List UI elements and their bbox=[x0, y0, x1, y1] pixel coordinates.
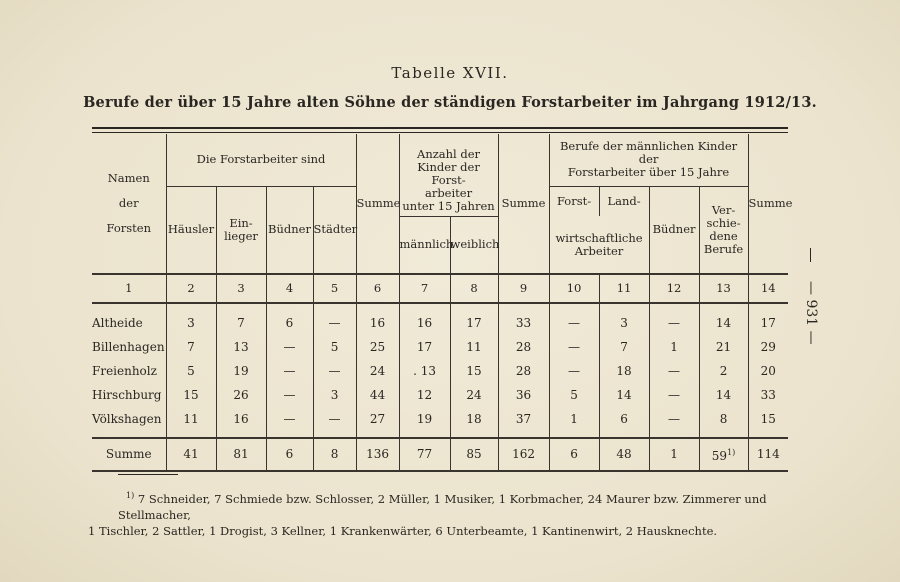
cell: 13 bbox=[216, 335, 266, 359]
cell: 20 bbox=[748, 359, 788, 383]
col-number: 13 bbox=[699, 274, 748, 303]
header-wirtschaftliche-arbeiter: wirtschaftliche Arbeiter bbox=[549, 216, 649, 274]
cell: 12 bbox=[399, 383, 450, 407]
cell: 24 bbox=[450, 383, 498, 407]
cell: 6 bbox=[599, 407, 649, 431]
total-cell-footnoted: 59$^{1)}$ bbox=[699, 438, 748, 471]
col-number: 11 bbox=[599, 274, 649, 303]
top-rule-thin bbox=[92, 132, 788, 133]
cell: 24 bbox=[356, 359, 399, 383]
cell: 2 bbox=[699, 359, 748, 383]
col-number: 8 bbox=[450, 274, 498, 303]
total-cell: 85 bbox=[450, 438, 498, 471]
cell: — bbox=[313, 359, 356, 383]
cell: — bbox=[549, 311, 599, 335]
col-number: 3 bbox=[216, 274, 266, 303]
cell: 17 bbox=[399, 335, 450, 359]
cell: 27 bbox=[356, 407, 399, 431]
cell: — bbox=[313, 407, 356, 431]
header-forstarbeiter-sind: Die Forstarbeiter sind bbox=[166, 134, 356, 186]
cell: 14 bbox=[599, 383, 649, 407]
forest-name: Völkshagen bbox=[92, 411, 162, 426]
top-rule-thick bbox=[92, 127, 788, 129]
column-number-row bbox=[92, 274, 788, 303]
cell: 16 bbox=[399, 311, 450, 335]
col-number: 14 bbox=[748, 274, 788, 303]
total-cell: 77 bbox=[399, 438, 450, 471]
forest-name: Altheide bbox=[92, 315, 143, 330]
total-cell: 162 bbox=[498, 438, 549, 471]
cell: — bbox=[266, 359, 313, 383]
cell: 8 bbox=[699, 407, 748, 431]
table-row bbox=[92, 407, 788, 431]
total-cell: 6 bbox=[266, 438, 313, 471]
cell: . 13 bbox=[399, 359, 450, 383]
cell: 18 bbox=[599, 359, 649, 383]
header-berufe: Berufe der männlichen Kinder der Forstarbeiter über 15 Jahre bbox=[549, 134, 748, 186]
total-cell: 81 bbox=[216, 438, 266, 471]
cell: 15 bbox=[748, 407, 788, 431]
cell: — bbox=[266, 383, 313, 407]
header-anzahl-kinder: Anzahl der Kinder der Forst- arbeiter unter 15 Jahren bbox=[399, 134, 498, 216]
cell: 5 bbox=[549, 383, 599, 407]
cell: 37 bbox=[498, 407, 549, 431]
cell: 11 bbox=[166, 407, 216, 431]
cell: — bbox=[313, 311, 356, 335]
total-cell: 48 bbox=[599, 438, 649, 471]
cell: 16 bbox=[216, 407, 266, 431]
col-number: 12 bbox=[649, 274, 699, 303]
header-summe-1: Summe bbox=[356, 134, 399, 274]
col-number: 4 bbox=[266, 274, 313, 303]
header-verschiedene-berufe: Ver- schie- dene Berufe bbox=[699, 186, 748, 274]
cell: 3 bbox=[166, 311, 216, 335]
total-row bbox=[92, 438, 788, 471]
cell: — bbox=[649, 383, 699, 407]
col-number: 9 bbox=[498, 274, 549, 303]
total-cell: 41 bbox=[166, 438, 216, 471]
header-forst: Forst- bbox=[549, 186, 599, 216]
total-cell: 1 bbox=[649, 438, 699, 471]
header-staedter: Städter bbox=[313, 186, 356, 274]
table-title: Tabelle XVII. bbox=[391, 64, 509, 82]
cell: — bbox=[549, 335, 599, 359]
cell: 1 bbox=[549, 407, 599, 431]
cell: — bbox=[266, 335, 313, 359]
cell: — bbox=[649, 311, 699, 335]
cell: 3 bbox=[313, 383, 356, 407]
total-label: Summe bbox=[92, 438, 166, 471]
cell: 3 bbox=[599, 311, 649, 335]
header-maennlich: männlich bbox=[399, 216, 450, 274]
cell: 29 bbox=[748, 335, 788, 359]
total-cell: 6 bbox=[549, 438, 599, 471]
header-einlieger: Ein- lieger bbox=[216, 186, 266, 274]
cell: 17 bbox=[748, 311, 788, 335]
cell: 7 bbox=[599, 335, 649, 359]
cell: 19 bbox=[216, 359, 266, 383]
footnote-line-1: 7 Schneider, 7 Schmiede bzw. Schlosser, 2 Müller, 1 Musiker, 1 Korbmacher, 24 Maurer bzw. Zimmerer und Stellmacher, bbox=[118, 491, 767, 522]
table-row bbox=[92, 383, 788, 407]
forest-name: Billenhagen bbox=[92, 339, 165, 354]
footnote bbox=[88, 488, 798, 539]
cell: — bbox=[266, 407, 313, 431]
cell: — bbox=[649, 407, 699, 431]
col-number: 10 bbox=[549, 274, 599, 303]
cell: 19 bbox=[399, 407, 450, 431]
header-namen: Namen der Forsten bbox=[92, 134, 166, 274]
cell: 33 bbox=[498, 311, 549, 335]
side-page-number: — 931 — bbox=[803, 281, 819, 345]
cell: — bbox=[649, 359, 699, 383]
forest-name: Freienholz bbox=[92, 363, 157, 378]
cell: 17 bbox=[450, 311, 498, 335]
header-summe-3: Summe bbox=[748, 134, 788, 274]
cell: 28 bbox=[498, 335, 549, 359]
col-number: 1 bbox=[92, 274, 166, 303]
cell: 25 bbox=[356, 335, 399, 359]
header-haeusler: Häusler bbox=[166, 186, 216, 274]
table-subtitle: Berufe der über 15 Jahre alten Söhne der ständigen Forstarbeiter im Jahrgang 1912/13. bbox=[83, 94, 817, 111]
forest-name: Hirschburg bbox=[92, 387, 162, 402]
cell: 7 bbox=[216, 311, 266, 335]
cell: 7 bbox=[166, 335, 216, 359]
cell: 15 bbox=[450, 359, 498, 383]
header-buedner-2: Büdner bbox=[649, 186, 699, 274]
cell: 6 bbox=[266, 311, 313, 335]
table-row bbox=[92, 359, 788, 383]
cell: 5 bbox=[313, 335, 356, 359]
cell: 33 bbox=[748, 383, 788, 407]
cell: 15 bbox=[166, 383, 216, 407]
cell: 21 bbox=[699, 335, 748, 359]
cell: 16 bbox=[356, 311, 399, 335]
cell: 44 bbox=[356, 383, 399, 407]
cell: 14 bbox=[699, 383, 748, 407]
cell: 18 bbox=[450, 407, 498, 431]
col-number: 7 bbox=[399, 274, 450, 303]
header-summe-2: Summe bbox=[498, 134, 549, 274]
header-buedner: Büdner bbox=[266, 186, 313, 274]
header-weiblich: weiblich bbox=[450, 216, 498, 274]
col-number: 5 bbox=[313, 274, 356, 303]
cell: 11 bbox=[450, 335, 498, 359]
total-cell: 8 bbox=[313, 438, 356, 471]
occupation-table bbox=[92, 134, 793, 472]
footnote-mark: 1) bbox=[126, 491, 135, 500]
footnote-rule bbox=[118, 474, 178, 475]
footnote-line-2: 1 Tischler, 2 Sattler, 1 Drogist, 3 Kellner, 1 Krankenwärter, 6 Unterbeamte, 1 Kantinenwirt, 2 Hausknechte. bbox=[88, 523, 718, 538]
col-number: 2 bbox=[166, 274, 216, 303]
table-row bbox=[92, 335, 788, 359]
col-number: 6 bbox=[356, 274, 399, 303]
cell: 5 bbox=[166, 359, 216, 383]
cell: 14 bbox=[699, 311, 748, 335]
total-cell: 136 bbox=[356, 438, 399, 471]
table-row bbox=[92, 311, 788, 335]
header-land: Land- bbox=[599, 186, 649, 216]
cell: 28 bbox=[498, 359, 549, 383]
cell: 1 bbox=[649, 335, 699, 359]
cell: 36 bbox=[498, 383, 549, 407]
cell: 26 bbox=[216, 383, 266, 407]
footnote-mark: 1) bbox=[727, 448, 736, 457]
cell: — bbox=[549, 359, 599, 383]
total-cell: 114 bbox=[748, 438, 788, 471]
